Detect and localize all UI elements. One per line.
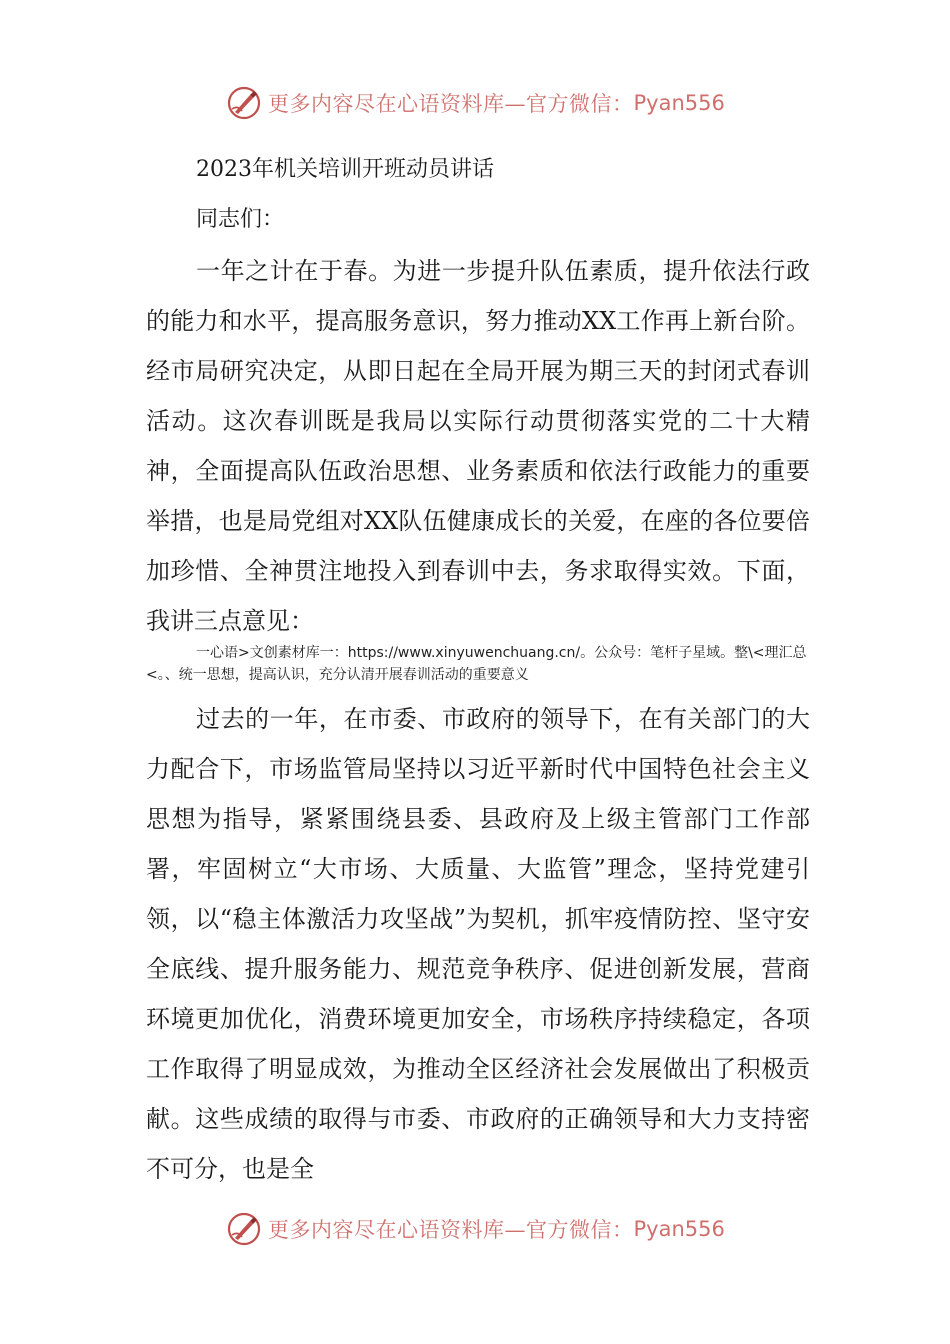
salutation: 同志们： <box>196 207 285 232</box>
watermark-text: 更多内容尽在心语资料库—官方微信： <box>268 92 634 116</box>
footer-watermark <box>226 1208 725 1250</box>
watermark-wechat-id: Pyan556 <box>633 1217 725 1241</box>
source-note: 一心语>文创素材库一：https://www.xinyuwenchuang.cn/。公众号：笔杆子星域。整\<理汇总<。、统一思想，提高认识，充分认清开展春训活动的重要意义 <box>146 645 807 683</box>
pen-logo-icon <box>226 1211 262 1247</box>
watermark-wechat-id: Pyan556 <box>633 91 725 115</box>
paragraph-intro: 一年之计在于春。为进一步提升队伍素质，提升依法行政的能力和水平，提高服务意识，努力推动XX工作再上新台阶。经市局研究决定，从即日起在全局开展为期三天的封闭式春训活动。这次春训既是我局以实际行动贯彻落实党的二十大精神，全面提高队伍政治思想、业务素质和依法行政能力的重要举措，也是局党组对XX队伍健康成长的关爱，在座的各位要倍加珍惜、全神贯注地投入到春训中去，务求取得实效。下面，我讲三点意见： <box>146 257 810 635</box>
document-title: 2023年机关培训开班动员讲话 <box>196 157 494 182</box>
pen-logo-icon <box>226 85 262 121</box>
watermark-text: 更多内容尽在心语资料库—官方微信： <box>268 1218 634 1242</box>
header-watermark <box>226 82 725 124</box>
paragraph-review: 过去的一年，在市委、市政府的领导下，在有关部门的大力配合下，市场监管局坚持以习近平新时代中国特色社会主义思想为指导，紧紧围绕县委、县政府及上级主管部门工作部署，牢固树立“大市场、大质量、大监管”理念，坚持党建引领，以“稳主体激活力攻坚战”为契机，抓牢疫情防控、坚守安全底线、提升服务能力、规范竞争秩序、促进创新发展，营商环境更加优化，消费环境更加安全，市场秩序持续稳定，各项工作取得了明显成效，为推动全区经济社会发展做出了积极贡献。这些成绩的取得与市委、市政府的正确领导和大力支持密不可分，也是全 <box>146 705 810 1183</box>
